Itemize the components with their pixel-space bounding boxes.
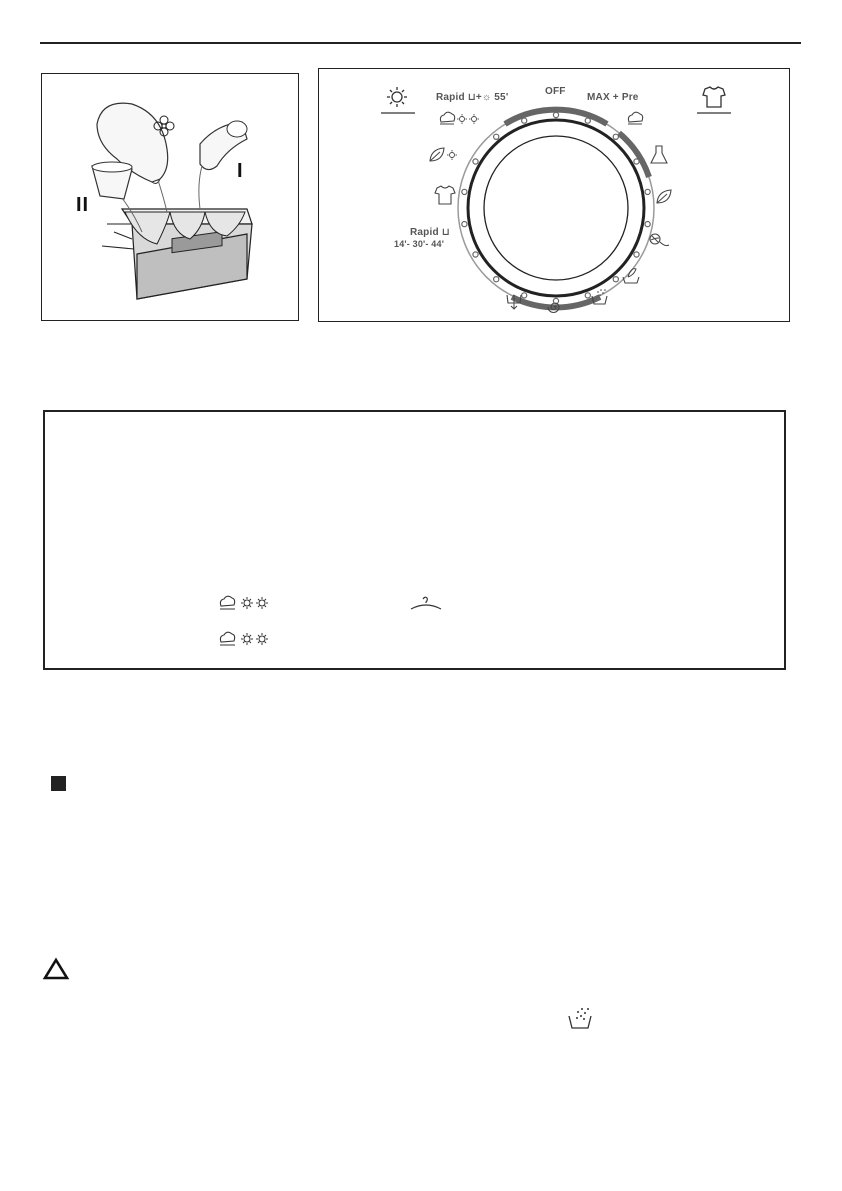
small-sun-icon (450, 153, 455, 158)
shirt-icon-left (435, 186, 455, 204)
flask-icon (651, 146, 667, 163)
dial-position-dot[interactable] (645, 189, 650, 194)
dial-position-dot[interactable] (462, 189, 467, 194)
program-dial-drawing (319, 69, 791, 323)
dial-position-dot[interactable] (473, 252, 478, 257)
dial-position-dot[interactable] (494, 134, 499, 139)
dial-label-off[interactable]: OFF (545, 86, 566, 97)
dial-position-dot[interactable] (585, 118, 590, 123)
info-box (43, 410, 786, 670)
sun-icon (387, 87, 407, 107)
cotton-sun-sun-icon-2 (219, 631, 279, 649)
dial-label-max-pre: MAX + Pre (587, 92, 639, 103)
dial-position-dot[interactable] (473, 159, 478, 164)
dispenser-illustration (41, 73, 299, 321)
dial-label-rapid-times: 14'- 30'- 44' (394, 239, 445, 249)
leaf-icon (657, 190, 671, 203)
dial-position-dot[interactable] (645, 222, 650, 227)
dial-position-dot[interactable] (522, 293, 527, 298)
stop-square-icon (51, 776, 66, 791)
dial-position-dot[interactable] (462, 222, 467, 227)
dial-position-dot[interactable] (634, 252, 639, 257)
dial-position-dot[interactable] (494, 277, 499, 282)
top-rule (40, 42, 801, 44)
cotton-icon-right (628, 112, 643, 124)
dial-position-dot[interactable] (553, 112, 558, 117)
dial-position-dot[interactable] (585, 293, 590, 298)
shirt-icon (703, 87, 725, 107)
dial-position-dot[interactable] (522, 118, 527, 123)
dial-position-dot[interactable] (613, 134, 618, 139)
hand-wash-icon (623, 269, 639, 283)
small-sun-icon (472, 117, 477, 122)
yarn-icon (650, 234, 669, 246)
cotton-sun-sun-icon (219, 595, 279, 613)
dial-label-rapid-55: Rapid ⊔+☼ 55' (436, 92, 509, 103)
warning-triangle-icon (43, 958, 69, 980)
compartment-1-label: I (237, 160, 244, 182)
cotton-icon (440, 112, 455, 124)
leaf-icon-left (430, 148, 444, 161)
compartment-2-label: II (76, 194, 90, 216)
hanger-icon (409, 595, 443, 611)
shower-rinse-icon (566, 1006, 594, 1032)
small-sun-icon (460, 117, 465, 122)
dial-position-dot[interactable] (634, 159, 639, 164)
dial-label-rapid: Rapid ⊔ (410, 227, 450, 238)
dial-position-dot[interactable] (613, 277, 618, 282)
program-dial-panel (318, 68, 790, 322)
